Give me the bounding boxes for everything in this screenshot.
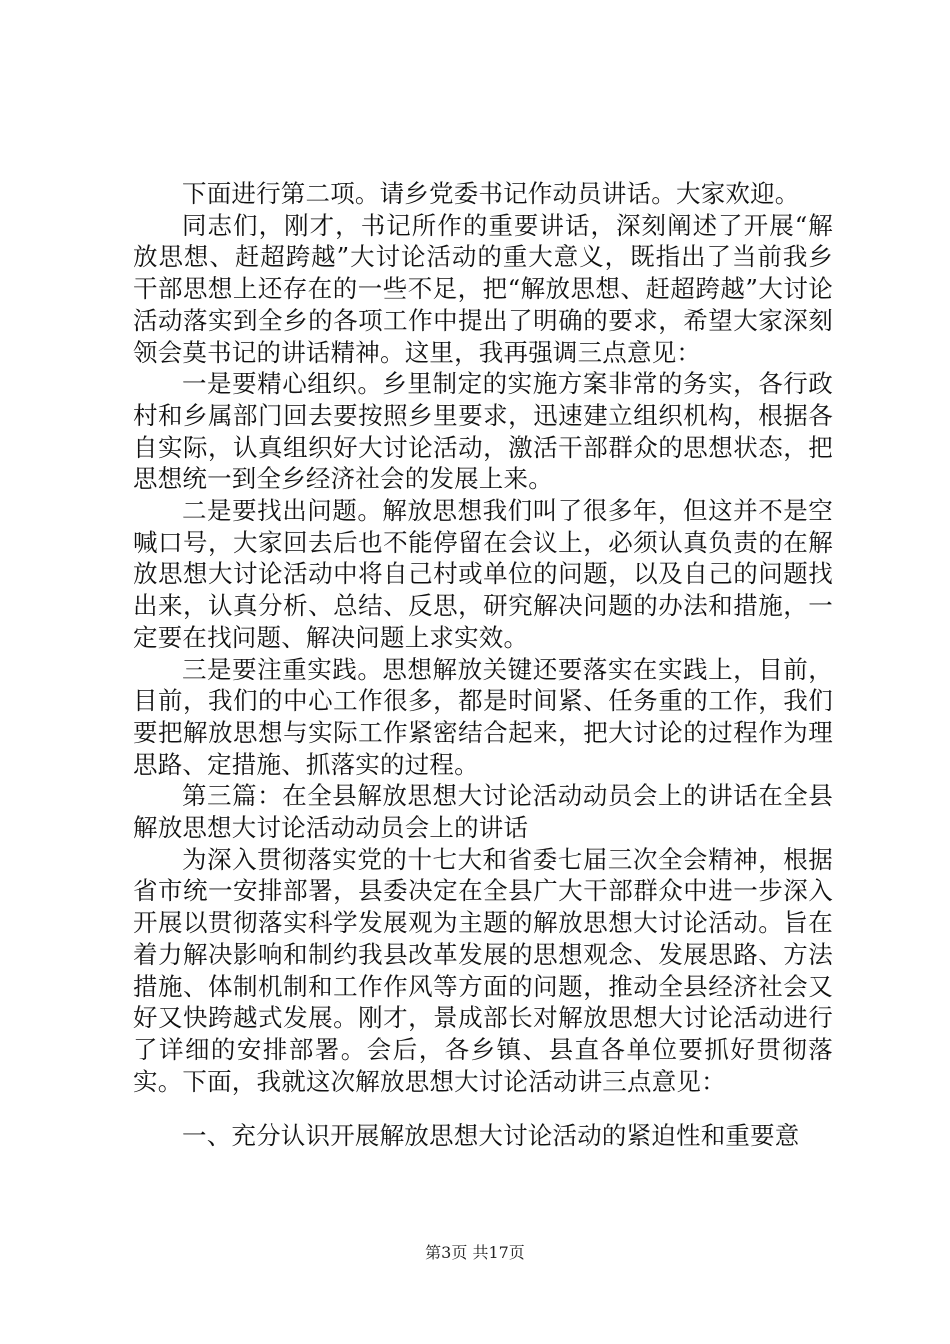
section-heading: 第三篇：在全县解放思想大讨论活动动员会上的讲话在全县解放思想大讨论活动动员会上的讲话 bbox=[133, 781, 833, 843]
paragraph: 同志们，刚才，书记所作的重要讲话，深刻阐述了开展“解放思想、赶超跨越”大讨论活动的重大意义，既指出了当前我乡干部思想上还存在的一些不足，把“解放思想、赶超跨越”大讨论活动落实到全乡的各项工作中提出了明确的要求，希望大家深刻领会莫书记的讲话精神。这里，我再强调三点意见： bbox=[133, 210, 833, 367]
page-footer: 第3页 共17页 bbox=[425, 1243, 525, 1262]
paragraph: 下面进行第二项。请乡党委书记作动员讲话。大家欢迎。 bbox=[182, 179, 800, 208]
paragraph: 一是要精心组织。乡里制定的实施方案非常的务实，各行政村和乡属部门回去要按照乡里要求，迅速建立组织机构，根据各自实际，认真组织好大讨论活动，激活干部群众的思想状态，把思想统一到全乡经济社会的发展上来。 bbox=[133, 369, 833, 494]
section-heading: 一、充分认识开展解放思想大讨论活动的紧迫性和重要意 bbox=[182, 1121, 800, 1151]
paragraph: 二是要找出问题。解放思想我们叫了很多年，但这并不是空喊口号，大家回去后也不能停留在会议上，必须认真负责的在解放思想大讨论活动中将自己村或单位的问题，以及自己的问题找出来，认真分析、总结、反思，研究解决问题的办法和措施，一定要在找问题、解决问题上求实效。 bbox=[133, 496, 833, 652]
document-body bbox=[133, 178, 833, 1152]
paragraph: 为深入贯彻落实党的十七大和省委七届三次全会精神，根据省市统一安排部署，县委决定在全县广大干部群众中进一步深入开展以贯彻落实科学发展观为主题的解放思想大讨论活动。旨在着力解决影响和制约我县改革发展的思想观念、发展思路、方法措施、体制机制和工作作风等方面的问题，推动全县经济社会又好又快跨越式发展。刚才，景成部长对解放思想大讨论活动进行了详细的安排部署。会后，各乡镇、县直各单位要抓好贯彻落实。下面，我就这次解放思想大讨论活动讲三点意见： bbox=[133, 844, 833, 1096]
paragraph: 三是要注重实践。思想解放关键还要落实在实践上，目前，目前，我们的中心工作很多，都是时间紧、任务重的工作，我们要把解放思想与实际工作紧密结合起来，把大讨论的过程作为理思路、定措施、抓落实的过程。 bbox=[133, 654, 833, 779]
